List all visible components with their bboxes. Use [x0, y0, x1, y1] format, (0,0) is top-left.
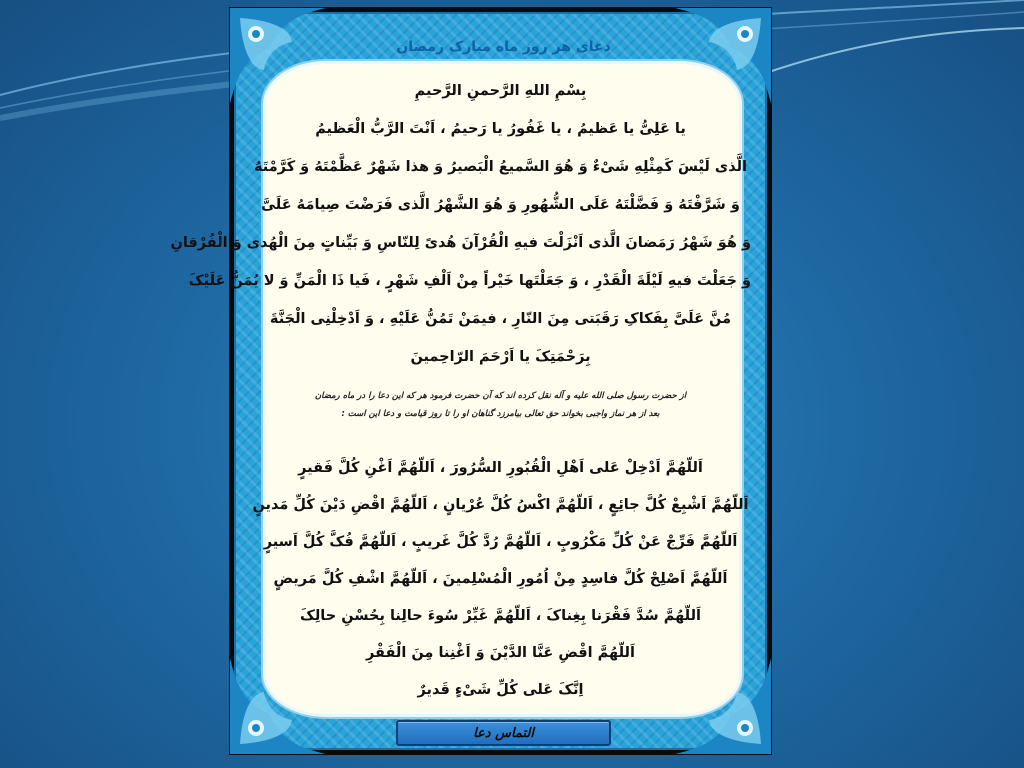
prayer-line: اَللّهُمَّ اَصْلِحْ کُلَّ فاسِدٍ مِنْ اُمُورِ الْمُسْلِمینَ ، اَللّهُمَّ اشْفِ کُلَّ مَریضٍ	[273, 571, 728, 587]
contact-dua-label: التماس دعا	[473, 725, 534, 741]
prayer-text-block	[250, 450, 751, 709]
prayer-line: اَللّهُمَّ اَدْخِلْ عَلی اَهْلِ الْقُبُورِ السُّرُورَ ، اَللّهُمَّ اَغْنِ کُلَّ فَقیرٍ	[298, 460, 703, 476]
note-line: بعد از هر نماز واجبی بخواند حق تعالی بیامرزد گناهان او را تا روز قیامت و دعا این است :	[341, 409, 660, 419]
prayer-line: اَللّهُمَّ اقْضِ عَنَّا الدَّیْنَ وَ اَغْنِنا مِنَ الْفَقْرِ	[366, 645, 635, 661]
dua-line: وَ هُوَ شَهْرُ رَمَضانَ الَّذی اَنْزَلْتَ فیهِ الْقُرْآنَ هُدیً لِلنّاسِ وَ بَیِّناتٍ مِنَ الْهُدی وَ الْفُرْقانِ	[170, 235, 751, 251]
dua-line: بِرَحْمَتِکَ یا اَرْحَمَ الرّاحِمینَ	[410, 349, 591, 365]
dua-line: یا عَلِیُّ یا عَظیمُ ، یا غَفُورُ یا رَحیمُ ، اَنْتَ الرَّبُّ الْعَظیمُ	[315, 121, 686, 137]
dua-line: مُنَّ عَلَیَّ بِفَکاکِ رَقَبَتی مِنَ النّارِ ، فیمَنْ تَمُنُّ عَلَیْهِ ، وَ اَدْخِلْنِی الْجَنَّةَ	[269, 311, 732, 327]
ornamental-border	[170, 12, 767, 750]
dua-line: بِسْمِ اللهِ الرَّحمنِ الرَّحیمِ	[414, 83, 587, 99]
dua-line: وَ جَعَلْتَ فیهِ لَیْلَةَ الْقَدْرِ ، وَ جَعَلْتَها خَیْراً مِنْ اَلْفِ شَهْرٍ ، فَیا ذَا الْمَنِّ وَ لا یُمَنُّ عَلَیْکَ	[188, 273, 751, 289]
dua-line: الَّذی لَیْسَ کَمِثْلِهِ شَیْءٌ وَ هُوَ السَّمیعُ الْبَصیرُ وَ هذا شَهْرٌ عَظَّمْتَهُ وَ کَرَّمْتَهُ	[253, 159, 747, 175]
contact-dua-button[interactable]	[396, 720, 611, 746]
prayer-line: اَللّهُمَّ اَشْبِعْ کُلَّ جائِعٍ ، اَللّهُمَّ اکْسُ کُلَّ عُرْیانٍ ، اَللّهُمَّ اقْضِ دَیْنَ کُلِّ مَدینٍ	[252, 497, 749, 513]
dua-line: وَ شَرَّفْتَهُ وَ فَضَّلْتَهُ عَلَی الشُّهُورِ وَ هُوَ الشَّهْرُ الَّذی فَرَضْتَ صِیامَهُ عَلَیَّ	[261, 197, 740, 213]
dua-text-block	[170, 72, 751, 376]
note-line: از حضرت رسول صلی الله علیه و آله نقل کرده اند که آن حضرت فرمود هر که این دعا را در ماه رمضان	[314, 391, 687, 401]
title-band	[386, 28, 621, 66]
prayer-line: اَللّهُمَّ فَرِّجْ عَنْ کُلِّ مَکْرُوبٍ ، اَللّهُمَّ رُدَّ کُلَّ غَریبٍ ، اَللّهُمَّ فُکَّ کُلَّ اَسیرٍ	[263, 534, 738, 550]
hadith-note	[296, 387, 705, 423]
prayer-line: اِنَّکَ عَلی کُلِّ شَیْءٍ قَدیرٌ	[417, 682, 584, 698]
prayer-line: اَللّهُمَّ سُدَّ فَقْرَنا بِغِناکَ ، اَللّهُمَّ غَیِّرْ سُوءَ حالِنا بِحُسْنِ حالِکَ	[299, 608, 702, 624]
dua-card	[170, 7, 772, 755]
card-title: دعای هر روز ماه مبارک رمضان	[396, 39, 611, 55]
